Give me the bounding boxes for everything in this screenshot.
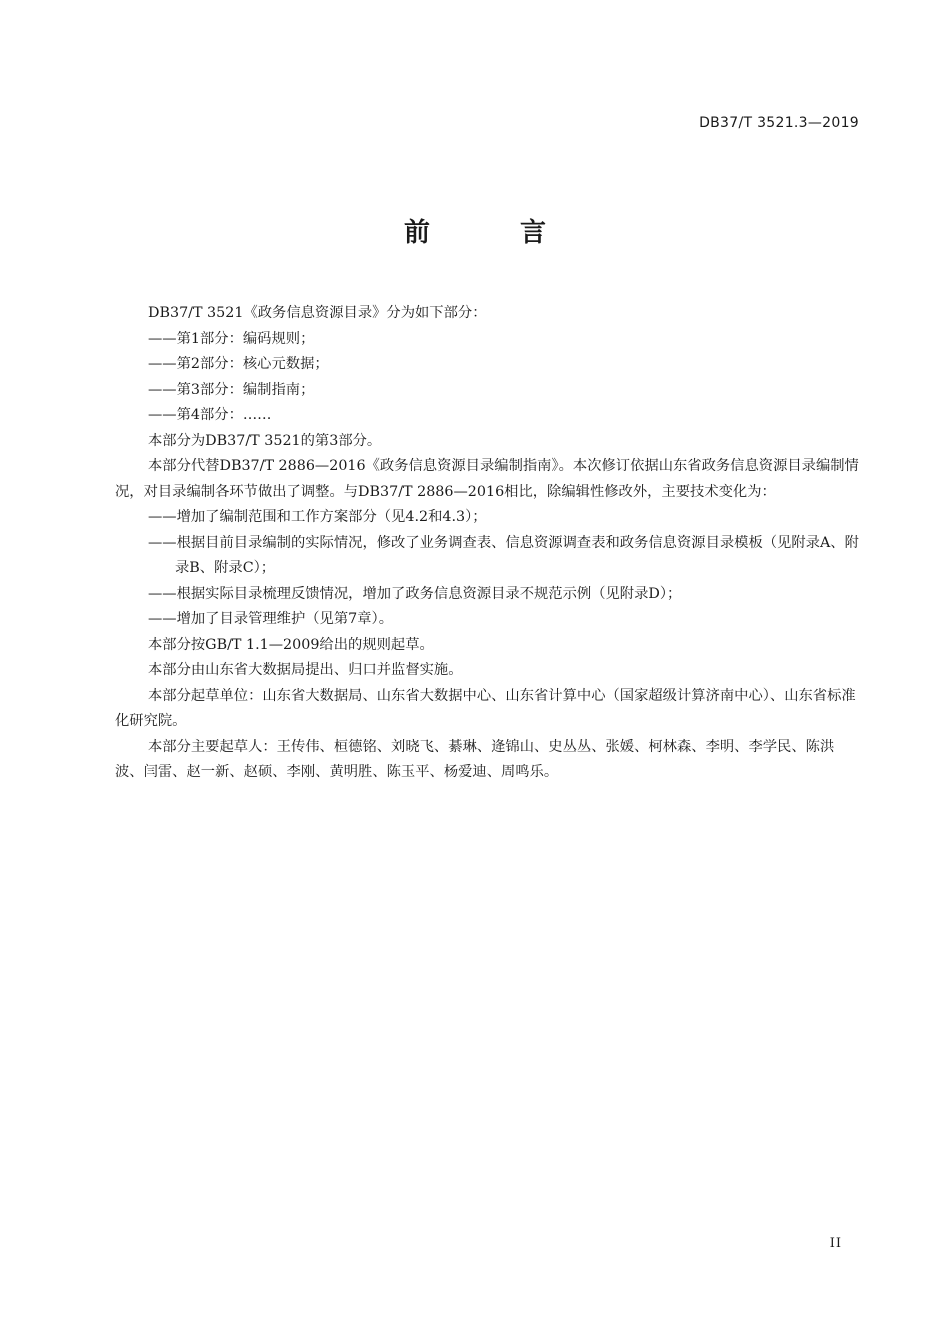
list-item-change-1: ——增加了编制范围和工作方案部分（见4.2和4.3）； <box>148 509 487 525</box>
list-item-change-2: ——根据目前目录编制的实际情况，修改了业务调查表、信息资源调查表和政务信息资源目录模板（见附录A、附录B、附录C）； <box>148 534 859 576</box>
page-number: II <box>829 1236 842 1251</box>
list-item-change-4: ——增加了目录管理维护（见第7章）。 <box>148 611 393 627</box>
list-item-part-4: ——第4部分：…… <box>148 407 272 423</box>
page-title: 前 言 <box>403 218 578 248</box>
list-item-part-3: ——第3部分：编制指南； <box>148 381 315 398</box>
paragraph-drafting-units: 本部分起草单位：山东省大数据局、山东省大数据中心、山东省计算中心（国家超级计算济南中心）、山东省标准化研究院。 <box>115 687 856 729</box>
paragraph-parts-intro: DB37/T 3521《政务信息资源目录》分为如下部分： <box>148 305 487 321</box>
paragraph-this-part: 本部分为DB37/T 3521的第3部分。 <box>148 432 382 449</box>
list-item-change-3: ——根据实际目录梳理反馈情况，增加了政务信息资源目录不规范示例（见附录D）； <box>148 585 682 602</box>
list-item-part-1: ——第1部分：编码规则； <box>148 330 315 347</box>
paragraph-proposer: 本部分由山东省大数据局提出、归口并监督实施。 <box>148 662 463 678</box>
foreword-body <box>115 301 860 786</box>
list-item-part-2: ——第2部分：核心元数据； <box>148 356 329 372</box>
paragraph-drafting-rules: 本部分按GB/T 1.1—2009给出的规则起草。 <box>148 636 434 653</box>
document-code: DB37/T 3521.3—2019 <box>699 115 859 131</box>
paragraph-drafters: 本部分主要起草人：王传伟、桓德铭、刘晓飞、綦琳、逄锦山、史丛丛、张媛、柯林森、李明、李学民、陈洪波、闫雷、赵一新、赵硕、李刚、黄明胜、陈玉平、杨爱迪、周鸣乐。 <box>115 738 835 780</box>
paragraph-replaces: 本部分代替DB37/T 2886—2016《政务信息资源目录编制指南》。本次修订依据山东省政务信息资源目录编制情况，对目录编制各环节做出了调整。与DB37/T 2886—2016相比，除编辑性修改外，主要技术变化为： <box>115 458 859 500</box>
